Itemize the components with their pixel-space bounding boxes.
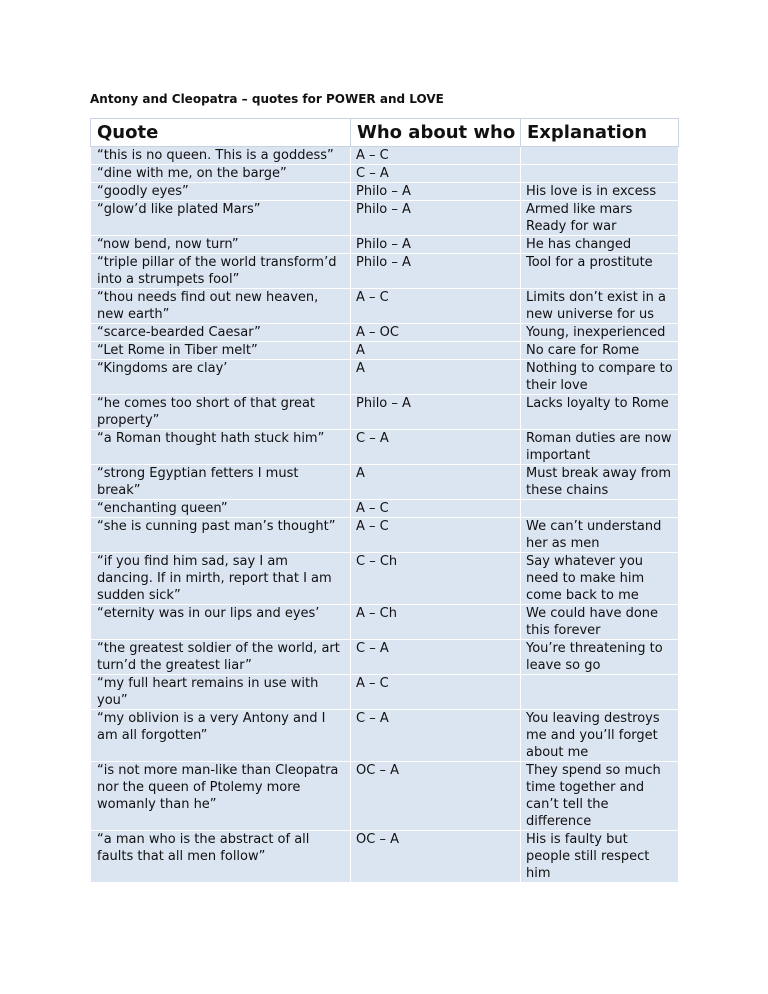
who-about-who-cell: A – C bbox=[351, 147, 521, 165]
table-header-row bbox=[91, 119, 679, 147]
explanation-cell: Tool for a prostitute bbox=[521, 254, 679, 289]
table-row bbox=[91, 640, 679, 675]
quote-cell: “a Roman thought hath stuck him” bbox=[91, 430, 351, 465]
quote-cell: “my oblivion is a very Antony and I am all forgotten” bbox=[91, 710, 351, 762]
quote-cell: “dine with me, on the barge” bbox=[91, 165, 351, 183]
explanation-cell: We can’t understand her as men bbox=[521, 518, 679, 553]
who-about-who-cell: A bbox=[351, 342, 521, 360]
explanation-cell: Must break away from these chains bbox=[521, 465, 679, 500]
who-about-who-cell: Philo – A bbox=[351, 395, 521, 430]
table-row bbox=[91, 605, 679, 640]
who-about-who-cell: Philo – A bbox=[351, 201, 521, 236]
quote-cell: “now bend, now turn” bbox=[91, 236, 351, 254]
explanation-cell: Nothing to compare to their love bbox=[521, 360, 679, 395]
explanation-cell: His is faulty but people still respect him bbox=[521, 831, 679, 883]
explanation-cell bbox=[521, 675, 679, 710]
explanation-cell bbox=[521, 500, 679, 518]
quote-cell: “triple pillar of the world transform’d into a strumpets fool” bbox=[91, 254, 351, 289]
who-about-who-cell: C – Ch bbox=[351, 553, 521, 605]
who-about-who-cell: A – C bbox=[351, 289, 521, 324]
explanation-cell: You leaving destroys me and you’ll forget about me bbox=[521, 710, 679, 762]
table-row bbox=[91, 360, 679, 395]
explanation-cell: No care for Rome bbox=[521, 342, 679, 360]
who-about-who-cell: A – OC bbox=[351, 324, 521, 342]
who-about-who-cell: Philo – A bbox=[351, 183, 521, 201]
quote-cell: “enchanting queen” bbox=[91, 500, 351, 518]
explanation-cell: His love is in excess bbox=[521, 183, 679, 201]
quote-cell: “he comes too short of that great property” bbox=[91, 395, 351, 430]
table-row bbox=[91, 324, 679, 342]
quote-cell: “the greatest soldier of the world, art turn’d the greatest liar” bbox=[91, 640, 351, 675]
quote-cell: “goodly eyes” bbox=[91, 183, 351, 201]
who-about-who-cell: Philo – A bbox=[351, 236, 521, 254]
who-about-who-cell: C – A bbox=[351, 710, 521, 762]
explanation-cell: They spend so much time together and can’t tell the difference bbox=[521, 762, 679, 831]
table-row bbox=[91, 518, 679, 553]
column-header-explanation: Explanation bbox=[521, 119, 679, 147]
quote-cell: “she is cunning past man’s thought” bbox=[91, 518, 351, 553]
quote-cell: “my full heart remains in use with you” bbox=[91, 675, 351, 710]
quote-cell: “if you find him sad, say I am dancing. If in mirth, report that I am sudden sick” bbox=[91, 553, 351, 605]
table-row bbox=[91, 553, 679, 605]
who-about-who-cell: A – Ch bbox=[351, 605, 521, 640]
quote-cell: “is not more man-like than Cleopatra nor the queen of Ptolemy more womanly than he” bbox=[91, 762, 351, 831]
who-about-who-cell: A bbox=[351, 465, 521, 500]
explanation-cell: Say whatever you need to make him come back to me bbox=[521, 553, 679, 605]
who-about-who-cell: A – C bbox=[351, 500, 521, 518]
quotes-table bbox=[90, 118, 679, 883]
column-header-quote: Quote bbox=[91, 119, 351, 147]
who-about-who-cell: Philo – A bbox=[351, 254, 521, 289]
table-row bbox=[91, 289, 679, 324]
table-row bbox=[91, 710, 679, 762]
quote-cell: “Let Rome in Tiber melt” bbox=[91, 342, 351, 360]
explanation-cell: Roman duties are now important bbox=[521, 430, 679, 465]
table-row bbox=[91, 762, 679, 831]
quote-cell: “Kingdoms are clay’ bbox=[91, 360, 351, 395]
document-title: Antony and Cleopatra – quotes for POWER and LOVE bbox=[90, 92, 444, 106]
explanation-cell bbox=[521, 147, 679, 165]
quote-cell: “thou needs find out new heaven, new earth” bbox=[91, 289, 351, 324]
table-row bbox=[91, 147, 679, 165]
table-row bbox=[91, 201, 679, 236]
quote-cell: “glow’d like plated Mars” bbox=[91, 201, 351, 236]
explanation-cell bbox=[521, 165, 679, 183]
table-row bbox=[91, 183, 679, 201]
explanation-cell: Lacks loyalty to Rome bbox=[521, 395, 679, 430]
explanation-cell: Armed like mars Ready for war bbox=[521, 201, 679, 236]
table-row bbox=[91, 395, 679, 430]
table-row bbox=[91, 465, 679, 500]
quote-cell: “a man who is the abstract of all faults that all men follow” bbox=[91, 831, 351, 883]
who-about-who-cell: OC – A bbox=[351, 831, 521, 883]
explanation-cell: Limits don’t exist in a new universe for us bbox=[521, 289, 679, 324]
table-row bbox=[91, 500, 679, 518]
quote-cell: “this is no queen. This is a goddess” bbox=[91, 147, 351, 165]
who-about-who-cell: A – C bbox=[351, 675, 521, 710]
who-about-who-cell: OC – A bbox=[351, 762, 521, 831]
who-about-who-cell: C – A bbox=[351, 640, 521, 675]
who-about-who-cell: A bbox=[351, 360, 521, 395]
quote-cell: “eternity was in our lips and eyes’ bbox=[91, 605, 351, 640]
who-about-who-cell: C – A bbox=[351, 430, 521, 465]
quote-cell: “scarce-bearded Caesar” bbox=[91, 324, 351, 342]
explanation-cell: Young, inexperienced bbox=[521, 324, 679, 342]
table-row bbox=[91, 831, 679, 883]
column-header-who-about-who: Who about who bbox=[351, 119, 521, 147]
who-about-who-cell: A – C bbox=[351, 518, 521, 553]
explanation-cell: We could have done this forever bbox=[521, 605, 679, 640]
table-row bbox=[91, 675, 679, 710]
explanation-cell: You’re threatening to leave so go bbox=[521, 640, 679, 675]
quote-cell: “strong Egyptian fetters I must break” bbox=[91, 465, 351, 500]
table-row bbox=[91, 430, 679, 465]
explanation-cell: He has changed bbox=[521, 236, 679, 254]
table-row bbox=[91, 236, 679, 254]
who-about-who-cell: C – A bbox=[351, 165, 521, 183]
table-row bbox=[91, 254, 679, 289]
table-row bbox=[91, 165, 679, 183]
table-row bbox=[91, 342, 679, 360]
